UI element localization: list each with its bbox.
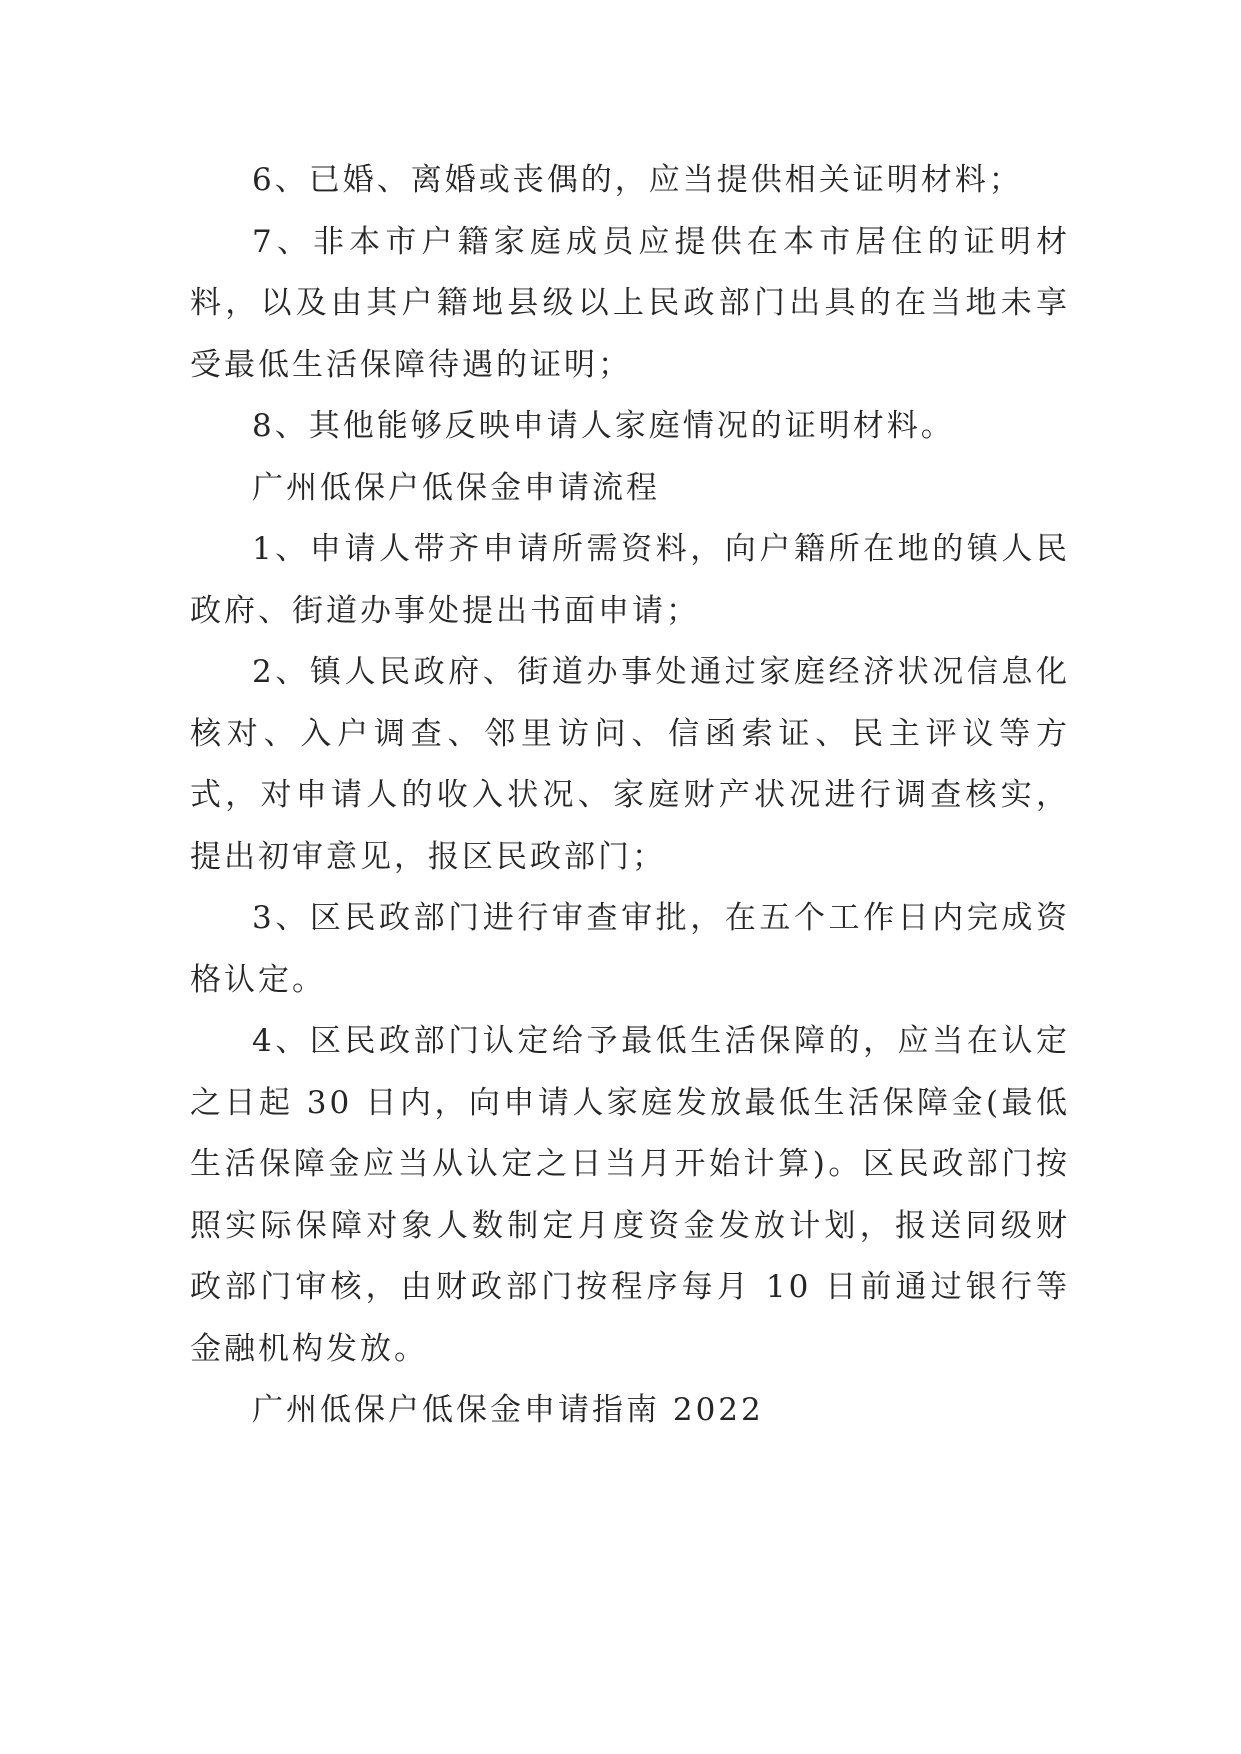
paragraph-step-1: 1、申请人带齐申请所需资料，向户籍所在地的镇人民政府、街道办事处提出书面申请； [190,531,1070,629]
paragraph-step-3: 3、区民政部门进行审查审批，在五个工作日内完成资格认定。 [190,900,1070,998]
section-heading-guide: 广州低保户低保金申请指南 2022 [252,1392,764,1428]
paragraph-item-7-non-local: 7、非本市户籍家庭成员应提供在本市居住的证明材料，以及由其户籍地县级以上民政部门出具的在当地未享受最低生活保障待遇的证明； [190,223,1070,383]
section-heading-process: 广州低保户低保金申请流程 [252,469,660,506]
paragraph-item-6-marriage: 6、已婚、离婚或丧偶的，应当提供相关证明材料； [252,162,1023,198]
paragraph-item-8-other: 8、其他能够反映申请人家庭情况的证明材料。 [252,408,955,444]
paragraph-step-4: 4、区民政部门认定给予最低生活保障的，应当在认定之日起 30 日内，向申请人家庭发放最低生活保障金(最低生活保障金应当从认定之日当月开始计算)。区民政部门按照实际保障对象人数制定月度资金发放计划，报送同级财政部门审核，由财政部门按程序每月 10 日前通过银行等金融机构发放。 [190,1023,1070,1367]
document-body [190,150,1070,1442]
paragraph-step-2: 2、镇人民政府、街道办事处通过家庭经济状况信息化核对、入户调查、邻里访问、信函索证、民主评议等方式，对申请人的收入状况、家庭财产状况进行调查核实，提出初审意见，报区民政部门； [190,654,1070,875]
